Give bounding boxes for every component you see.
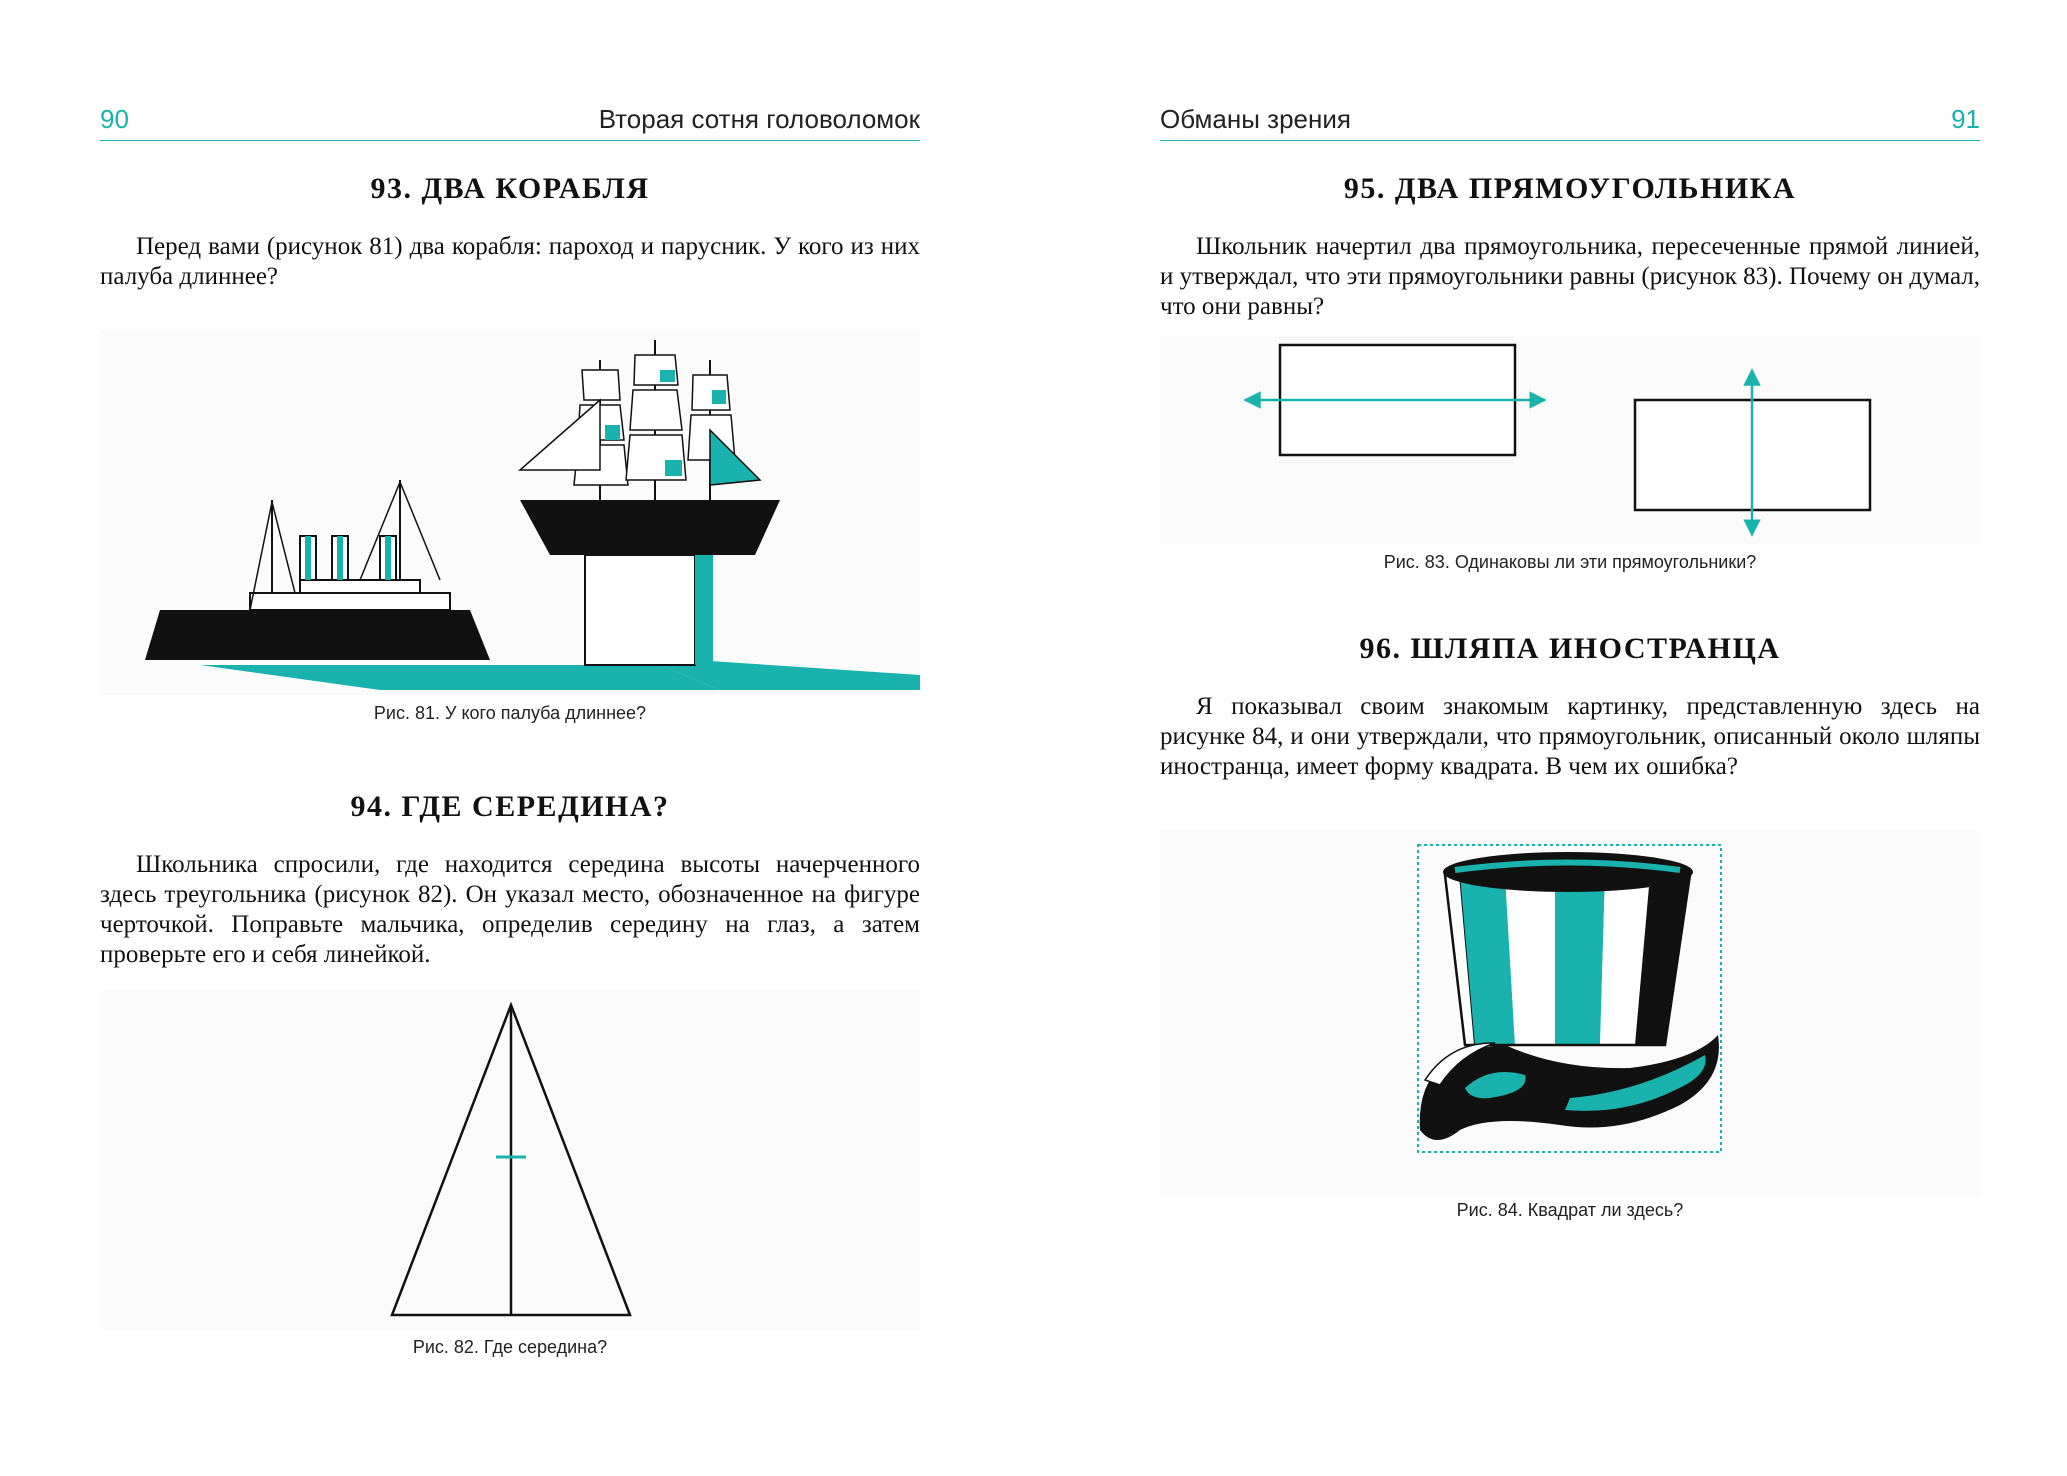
running-title: Вторая сотня головоломок bbox=[598, 104, 920, 134]
figure-caption: Рис. 81. У кого палуба длиннее? bbox=[373, 703, 647, 723]
puzzle-text-93: Перед вами (рисунок 81) два корабля: пароход и парусник. У кого из них палуба длиннее? bbox=[100, 233, 920, 290]
puzzle-text-94: Школьника спросили, где находится середина высоты начерченного здесь треугольника (рисунок 82). Он указал место, обозначенное на фигуре черточкой. Поправьте мальчика, определив середину на глаз, а затем проверьте его и себя линейкой. bbox=[100, 851, 920, 968]
figure-caption: Рис. 84. Квадрат ли здесь? bbox=[1456, 1200, 1684, 1220]
pedestal bbox=[585, 555, 695, 665]
figure-two-rectangles bbox=[1160, 335, 1980, 545]
page-number: 90 bbox=[100, 104, 129, 134]
puzzle-text-95: Школьник начертил два прямоугольника, пересеченные прямой линией, и утверждал, что эти прямоугольники равны (рисунок 83). Почему он думал, что они равны? bbox=[1160, 233, 1980, 320]
left-page bbox=[100, 0, 920, 1476]
puzzle-heading-93: 93. ДВА КОРАБЛЯ bbox=[370, 172, 650, 205]
figure-triangle bbox=[100, 990, 920, 1330]
sailing-ship-hull bbox=[520, 500, 780, 555]
ship-shadow bbox=[200, 665, 720, 690]
figure-caption: Рис. 82. Где середина? bbox=[412, 1337, 608, 1357]
figure-two-ships bbox=[100, 330, 920, 695]
figure-caption: Рис. 83. Одинаковы ли эти прямоугольники? bbox=[1383, 552, 1757, 572]
figure-hat bbox=[1160, 830, 1980, 1195]
steamer-hull bbox=[145, 610, 490, 660]
hat-top bbox=[1443, 852, 1693, 892]
puzzle-text-96: Я показывал своим знакомым картинку, представленную здесь на рисунке 84, и они утверждали, что прямоугольник, описанный около шляпы иностранца, имеет форму квадрата. В чем их ошибка? bbox=[1160, 693, 1980, 780]
running-head-right bbox=[1160, 100, 1980, 141]
puzzle-heading-94: 94. ГДЕ СЕРЕДИНА? bbox=[350, 790, 670, 823]
running-title: Обманы зрения bbox=[1160, 104, 1351, 134]
puzzle-heading-96: 96. ШЛЯПА ИНОСТРАНЦА bbox=[1359, 632, 1781, 665]
page-number: 91 bbox=[1951, 104, 1980, 134]
puzzle-heading-95: 95. ДВА ПРЯМОУГОЛЬНИКА bbox=[1343, 172, 1797, 205]
right-page bbox=[1160, 0, 1980, 1476]
running-head-left bbox=[100, 100, 920, 141]
